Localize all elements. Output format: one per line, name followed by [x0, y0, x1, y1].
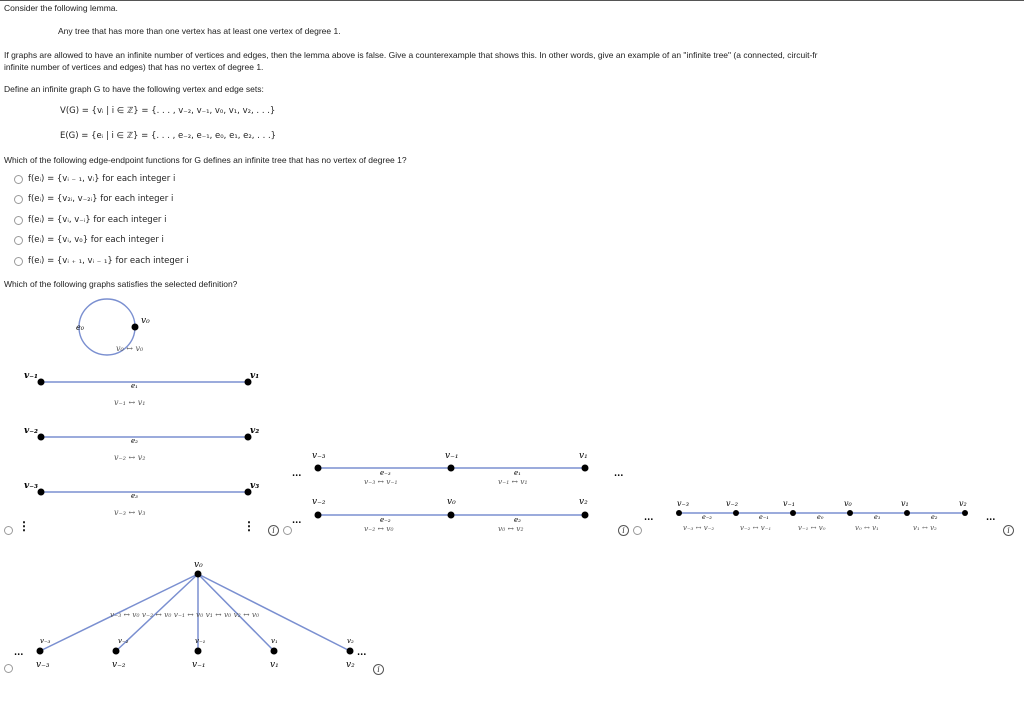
edge-map: v₋₁ ↔ v₁	[498, 477, 528, 486]
vertex-label: v₀	[194, 560, 203, 570]
graph-b	[288, 440, 623, 540]
vertex	[962, 510, 968, 516]
q1-option-5[interactable]	[14, 255, 189, 267]
top-divider	[0, 0, 1024, 1]
edge-label: e₁	[131, 382, 138, 390]
consider-text: Consider the following lemma.	[4, 3, 118, 13]
radio-button[interactable]	[14, 216, 23, 225]
q1-option-label: f(eᵢ) = {vᵢ, v₀} for each integer i	[28, 234, 164, 245]
q1-option-4[interactable]	[14, 234, 164, 246]
q1-option-label: f(eᵢ) = {vᵢ ₊ ₁, vᵢ ₋ ₁} for each integer i	[28, 255, 189, 266]
vertex	[448, 465, 455, 472]
edge-label: e₁	[874, 513, 881, 521]
edge-label: e₋₂	[380, 516, 391, 524]
vertex	[195, 648, 202, 655]
dots: ...	[292, 469, 302, 479]
q1-option-3[interactable]	[14, 214, 167, 226]
edge-label: v₋₂	[118, 637, 129, 645]
graph-a	[0, 290, 270, 540]
vertex-label: v₋₃	[677, 499, 689, 508]
vertex	[347, 648, 354, 655]
problem-line-1: If graphs are allowed to have an infinite number of vertices and edges, then the lemma above is false. Give a counterexample that shows this. In other words, give an example of an "infinite tree" (a connected, circuit-fr	[4, 50, 818, 60]
q1-option-label: f(eᵢ) = {v₂ᵢ, v₋₂ᵢ} for each integer i	[28, 193, 174, 204]
vertex-label: v₀	[141, 316, 150, 326]
vertex-label: v₃	[250, 481, 260, 491]
vertex-label: v₁	[270, 660, 279, 670]
vertex	[847, 510, 853, 516]
edge-label: e₂	[131, 437, 138, 445]
graph-c	[640, 495, 1005, 540]
radio-button[interactable]	[14, 257, 23, 266]
info-icon[interactable]: i	[268, 525, 279, 536]
dots: ...	[14, 648, 24, 658]
vertex-label: v₋₃	[312, 451, 326, 461]
define-text: Define an infinite graph G to have the following vertex and edge sets:	[4, 84, 264, 94]
info-icon[interactable]: i	[1003, 525, 1014, 536]
vertex-label: v₋₃	[36, 660, 50, 670]
dots: ...	[292, 516, 302, 526]
dots: ...	[614, 469, 623, 479]
vertex	[271, 648, 278, 655]
edge-map: v₋₃ ↔ v₃	[114, 508, 146, 517]
vertex	[676, 510, 682, 516]
edge-set: E(G) = {eᵢ | i ∈ ℤ} = {. . . , e₋₂, e₋₁, e₀, e₁, e₂, . . .}	[60, 131, 277, 141]
dots: ...	[357, 648, 367, 658]
edge-label: v₋₁	[195, 637, 206, 645]
edge-label: e₋₃	[380, 469, 391, 477]
vertex-label: v₂	[346, 660, 355, 670]
vertex	[582, 512, 589, 519]
edge-map: v₋₃ ↔ v₋₁	[364, 477, 398, 486]
vertex	[38, 379, 45, 386]
vertex-label: v₁	[250, 371, 260, 381]
vertex	[315, 512, 322, 519]
q1-option-1[interactable]	[14, 173, 175, 185]
vertex	[38, 434, 45, 441]
vertex-label: v₋₂	[312, 497, 326, 507]
edge-map: v₋₂ ↔ v₋₁	[740, 524, 772, 532]
edge-map: v₋₁ ↔ v₀	[798, 524, 826, 532]
vertex	[195, 571, 202, 578]
vertex-label: v₋₃	[24, 481, 38, 491]
vertex-label: v₋₂	[112, 660, 126, 670]
edge-label: v₋₃	[40, 637, 51, 645]
vertex-label: v₂	[579, 497, 588, 507]
vertical-dots: ⋮	[18, 519, 30, 533]
vertex	[733, 510, 739, 516]
edge-label: v₁	[271, 637, 278, 645]
vertex	[315, 465, 322, 472]
vertex-label: v₋₂	[24, 426, 38, 436]
vertex-label: v₋₁	[783, 499, 795, 508]
edge-map: v₋₃ ↔ v₋₂	[683, 524, 715, 532]
edge-label: e₂	[514, 516, 521, 524]
radio-button[interactable]	[14, 236, 23, 245]
vertex-label: v₁	[579, 451, 588, 461]
edge-label: e₂	[931, 513, 938, 521]
vertex	[37, 648, 44, 655]
edge-label: e₀	[76, 323, 84, 332]
vertex-label: v₋₂	[726, 499, 738, 508]
edge-map: v₋₃ ↔ v₀ v₋₂ ↔ v₀ v₋₁ ↔ v₀ v₁ ↔ v₀ v₂ ↔ v₀	[110, 610, 260, 619]
vertex-label: v₂	[959, 499, 967, 508]
q1-option-2[interactable]	[14, 193, 173, 205]
edge-map: v₋₂ ↔ v₀	[364, 524, 394, 533]
edge-label: e₁	[514, 469, 521, 477]
question1-prompt: Which of the following edge-endpoint functions for G defines an infinite tree that has no vertex of degree 1?	[4, 155, 407, 165]
radio-button[interactable]	[14, 195, 23, 204]
edge-map: v₁ ↔ v₂	[913, 524, 937, 532]
q2-option-d-radio[interactable]	[4, 664, 13, 673]
vertex-label: v₋₁	[445, 451, 459, 461]
dots: ...	[986, 513, 996, 523]
edge-map: v₋₁ ↔ v₁	[114, 398, 146, 407]
vertex	[448, 512, 455, 519]
graph-d	[14, 555, 374, 680]
vertex	[582, 465, 589, 472]
vertex	[790, 510, 796, 516]
vertex-label: v₋₁	[192, 660, 206, 670]
problem-line-2: infinite number of vertices and edges) that has no vertex of degree 1.	[4, 62, 264, 72]
edge-label: e₀	[817, 513, 824, 521]
edge-label: e₋₁	[759, 513, 769, 521]
vertical-dots: ⋮	[243, 519, 255, 533]
vertex	[38, 489, 45, 496]
edge-map: v₋₂ ↔ v₂	[114, 453, 146, 462]
edge-label: v₂	[347, 637, 354, 645]
vertex-label: v₁	[901, 499, 909, 508]
edge-label: e₋₂	[702, 513, 712, 521]
vertex-label: v₀	[447, 497, 456, 507]
question2-prompt: Which of the following graphs satisfies the selected definition?	[4, 279, 238, 289]
vertex	[904, 510, 910, 516]
vertex-label: v₂	[250, 426, 260, 436]
dots: ...	[644, 513, 654, 523]
lemma-text: Any tree that has more than one vertex has at least one vertex of degree 1.	[58, 26, 341, 36]
vertex-label: v₋₁	[24, 371, 38, 381]
info-icon[interactable]: i	[373, 664, 384, 675]
vertex-label: v₀	[844, 499, 852, 508]
edge-label: e₃	[131, 492, 138, 500]
vertex	[132, 324, 139, 331]
vertex	[113, 648, 120, 655]
edge-map: v₀ ↔ v₁	[855, 524, 879, 532]
edge-map: v₀ ↔ v₂	[498, 524, 524, 533]
radio-button[interactable]	[14, 175, 23, 184]
vertex-set: V(G) = {vᵢ | i ∈ ℤ} = {. . . , v₋₂, v₋₁, v₀, v₁, v₂, . . .}	[60, 106, 276, 116]
q1-option-label: f(eᵢ) = {vᵢ ₋ ₁, vᵢ} for each integer i	[28, 173, 176, 184]
q1-option-label: f(eᵢ) = {vᵢ, v₋ᵢ} for each integer i	[28, 214, 167, 225]
info-icon[interactable]: i	[618, 525, 629, 536]
edge-map: v₀ ↔ v₀	[116, 344, 144, 353]
